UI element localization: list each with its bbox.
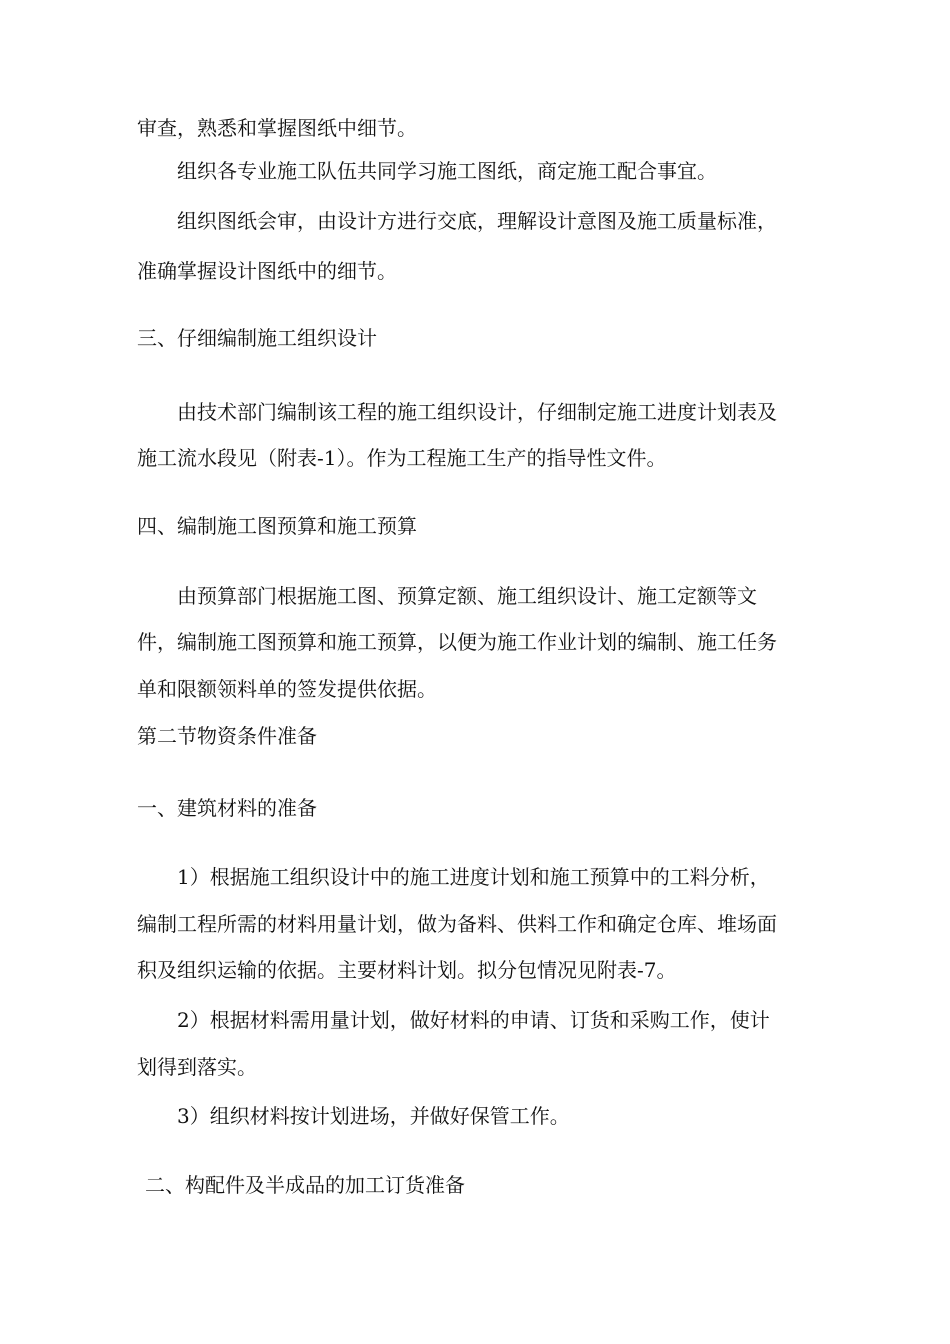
- subsection-heading-1: 一、建筑材料的准备: [137, 796, 317, 820]
- paragraph-line: 组织各专业施工队伍共同学习施工图纸，商定施工配合事宜。: [177, 159, 717, 183]
- paragraph-line: 2）根据材料需用量计划，做好材料的申请、订货和采购工作，使计: [177, 1008, 770, 1032]
- paragraph-line: 划得到落实。: [137, 1055, 257, 1079]
- paragraph-line: 3）组织材料按计划进场，并做好保管工作。: [177, 1104, 570, 1128]
- paragraph-line: 施工流水段见（附表-1）。作为工程施工生产的指导性文件。: [137, 446, 667, 470]
- subsection-heading-2: 二、构配件及半成品的加工订货准备: [145, 1173, 465, 1197]
- chapter-section-title: 第二节物资条件准备: [137, 724, 317, 748]
- paragraph-line: 积及组织运输的依据。主要材料计划。拟分包情况见附表-7。: [137, 958, 677, 982]
- paragraph-line: 准确掌握设计图纸中的细节。: [137, 259, 397, 283]
- paragraph-line: 组织图纸会审，由设计方进行交底，理解设计意图及施工质量标准，: [177, 209, 777, 233]
- paragraph-line: 审查，熟悉和掌握图纸中细节。: [137, 116, 417, 140]
- paragraph-line: 单和限额领料单的签发提供依据。: [137, 677, 437, 701]
- paragraph-line: 编制工程所需的材料用量计划，做为备料、供料工作和确定仓库、堆场面: [137, 912, 777, 936]
- paragraph-line: 由技术部门编制该工程的施工组织设计，仔细制定施工进度计划表及: [177, 400, 777, 424]
- paragraph-line: 1）根据施工组织设计中的施工进度计划和施工预算中的工料分析，: [177, 865, 770, 889]
- paragraph-line: 由预算部门根据施工图、预算定额、施工组织设计、施工定额等文: [177, 584, 757, 608]
- section-heading-3: 三、仔细编制施工组织设计: [137, 326, 377, 350]
- section-heading-4: 四、编制施工图预算和施工预算: [137, 514, 417, 538]
- paragraph-line: 件，编制施工图预算和施工预算，以便为施工作业计划的编制、施工任务: [137, 630, 777, 654]
